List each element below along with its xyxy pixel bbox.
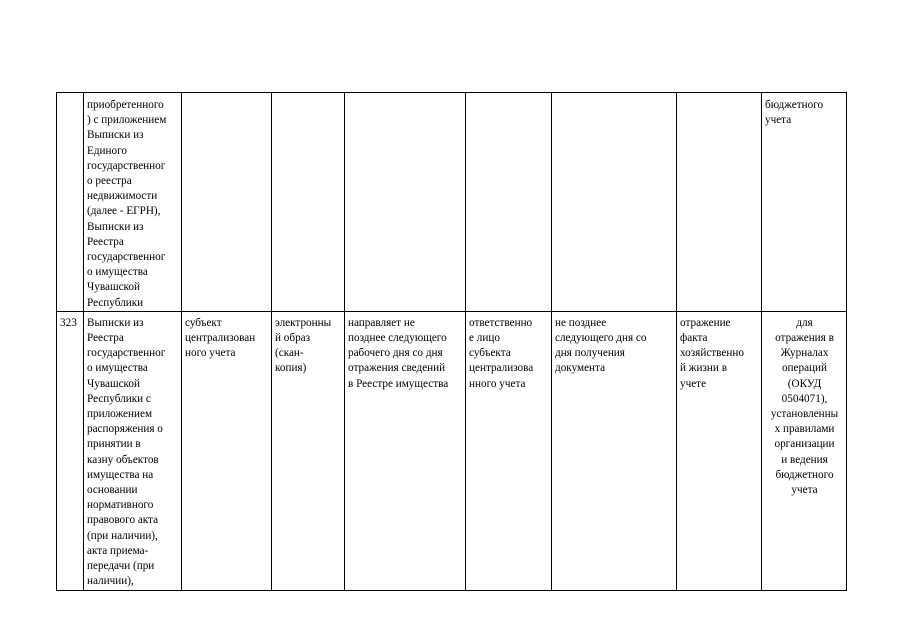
form-cell <box>272 93 345 312</box>
fact-cell: отражение факта хозяйственно й жизни в учете <box>677 311 762 590</box>
deadline-cell: не позднее следующего дня со дня получения документа <box>552 311 677 590</box>
document-cell: приобретенного ) с приложением Выписки из Единого государственног о реестра недвижимости (далее - ЕГРН), Выписки из Реестра государственног о имущества Чувашской Республики <box>84 93 182 312</box>
fact-cell <box>677 93 762 312</box>
table-row <box>57 93 847 312</box>
row-number-cell: 323 <box>57 311 84 590</box>
creator-cell: субъект централизован ного учета <box>182 311 272 590</box>
responsible-cell <box>466 93 552 312</box>
row-number-cell <box>57 93 84 312</box>
procedure-cell <box>345 93 466 312</box>
document-table <box>56 92 847 591</box>
procedure-cell: направляет не позднее следующего рабочего дня со дня отражения сведений в Реестре имущества <box>345 311 466 590</box>
form-cell: электронны й образ (скан- копия) <box>272 311 345 590</box>
deadline-cell <box>552 93 677 312</box>
table-row <box>57 311 847 590</box>
document-cell: Выписки из Реестра государственног о имущества Чувашской Республики с приложением распоряжения о принятии в казну объектов имущества на основании нормативного правового акта (при наличии), акта приема- передачи (при наличии), <box>84 311 182 590</box>
responsible-cell: ответственно е лицо субъекта централизова нного учета <box>466 311 552 590</box>
purpose-cell: бюджетного учета <box>762 93 847 312</box>
purpose-cell: для отражения в Журналах операций (ОКУД 0504071), установленны х правилами организации и ведения бюджетного учета <box>762 311 847 590</box>
creator-cell <box>182 93 272 312</box>
